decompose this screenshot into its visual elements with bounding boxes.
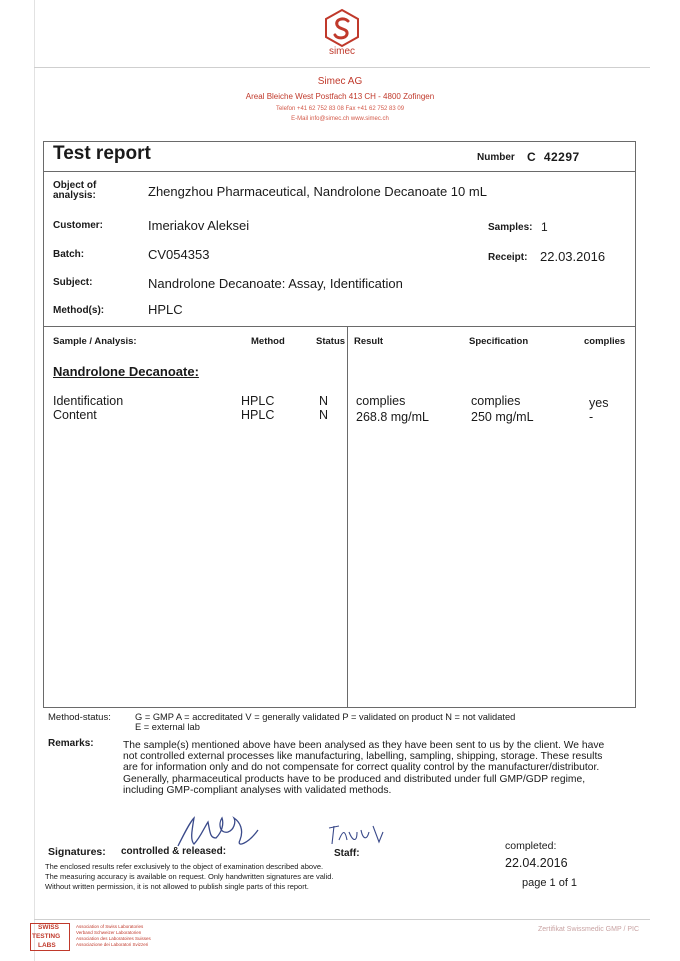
method-value: HPLC — [148, 302, 183, 317]
method-label: Method(s): — [53, 305, 105, 316]
company-address: Areal Bleiche West Postfach 413 CH - 4800 Zofingen — [245, 92, 435, 101]
company-name: Simec AG — [317, 76, 363, 87]
completed-label: completed: — [505, 840, 557, 852]
row2-method: HPLC — [241, 408, 275, 422]
row1-specification: complies — [471, 394, 521, 408]
margin-line — [34, 0, 35, 961]
report-number-label: Number — [477, 152, 515, 163]
staff-label: Staff: — [334, 848, 360, 859]
signature-staff-icon — [325, 820, 385, 848]
object-label: Object of analysis: — [53, 180, 97, 201]
certificate-text: Zertifikat Swissmedic GMP / PIC — [538, 926, 640, 933]
section-title: Nandrolone Decanoate: — [53, 364, 199, 379]
header-divider — [34, 67, 650, 68]
footnote-line1: The enclosed results refer exclusively to the object of examination described above. — [45, 862, 324, 871]
batch-value: CV054353 — [148, 247, 210, 262]
company-phone: Telefon +41 62 752 83 08 Fax +41 62 752 83 09 — [275, 106, 405, 112]
assoc-fr: Association des Laboratoires Suisses — [76, 936, 151, 941]
customer-value: Imeriakov Aleksei — [148, 218, 250, 233]
row2-result: 268.8 mg/mL — [356, 410, 429, 424]
footer-divider — [34, 919, 650, 920]
subject-value: Nandrolone Decanoate: Assay, Identification — [148, 276, 403, 291]
report-number-value: C 42297 — [527, 150, 580, 164]
badge-testing: TESTING — [32, 933, 61, 940]
report-title: Test report — [53, 143, 151, 164]
assoc-en: Association of Swiss Laboratories — [76, 924, 144, 929]
remarks-label: Remarks: — [48, 738, 94, 749]
title-divider — [43, 171, 636, 172]
row2-specification: 250 mg/mL — [471, 410, 534, 424]
footnote-line3: Without written permission, it is not allowed to publish single parts of this report. — [45, 882, 309, 891]
remarks-text: The sample(s) mentioned above have been analysed as they have been sent to us by the client. We have not controlled external processes like manufacturing, labelling, sampling, shipping, storage. These results are for information only and do not compensate for correct quality control by the manufacturer/distributor. Generally, pharmaceutical products have to be produced and distributed under full GMP/GDP regime, including GMP-compliant analyses with validated methods. — [123, 740, 605, 796]
th-status: Status — [316, 336, 346, 347]
simec-logo-icon — [322, 8, 362, 48]
assoc-de: Verband Schweizer Laboratorien — [76, 930, 142, 935]
row1-result: complies — [356, 394, 406, 408]
assoc-it: Associazione dei Laboratori Svizzeri — [76, 942, 149, 947]
method-status-line1: G = GMP A = accreditated V = generally validated P = validated on product N = not validated — [135, 712, 516, 722]
footnote-line2: The measuring accuracy is available on request. Only handwritten signatures are valid. — [45, 872, 334, 881]
row1-analysis: Identification — [53, 394, 124, 408]
method-status-label: Method-status: — [48, 712, 111, 723]
receipt-label: Receipt: — [488, 252, 528, 263]
result-column-divider — [347, 327, 348, 708]
object-value: Zhengzhou Pharmaceutical, Nandrolone Decanoate 10 mL — [148, 184, 487, 199]
th-sample: Sample / Analysis: — [53, 336, 137, 347]
signatures-label: Signatures: — [48, 846, 106, 858]
samples-value: 1 — [541, 220, 548, 234]
info-divider — [43, 326, 636, 327]
th-specification: Specification — [469, 336, 529, 347]
subject-label: Subject: — [53, 277, 93, 288]
completed-date: 22.04.2016 — [505, 856, 568, 870]
receipt-value: 22.03.2016 — [540, 249, 606, 264]
row2-analysis: Content — [53, 408, 97, 422]
row1-method: HPLC — [241, 394, 275, 408]
samples-label: Samples: — [488, 222, 533, 233]
th-result: Result — [354, 336, 384, 347]
batch-label: Batch: — [53, 249, 85, 260]
method-status-line2: E = external lab — [135, 722, 200, 732]
row1-status: N — [319, 394, 329, 408]
row2-complies: - — [589, 410, 594, 424]
badge-swiss: SWISS — [38, 924, 59, 931]
controlled-released-label: controlled & released: — [121, 846, 227, 857]
th-method: Method — [251, 336, 285, 347]
row1-complies: yes — [589, 396, 609, 410]
customer-label: Customer: — [53, 220, 104, 231]
th-complies: complies — [584, 336, 626, 347]
badge-labs: LABS — [38, 942, 56, 949]
page-number: page 1 of 1 — [522, 877, 578, 889]
row2-status: N — [319, 408, 329, 422]
swiss-testing-labs-badge — [30, 923, 170, 951]
company-email: E-Mail info@simec.ch www.simec.ch — [291, 116, 389, 122]
logo-text: simec — [328, 46, 356, 57]
